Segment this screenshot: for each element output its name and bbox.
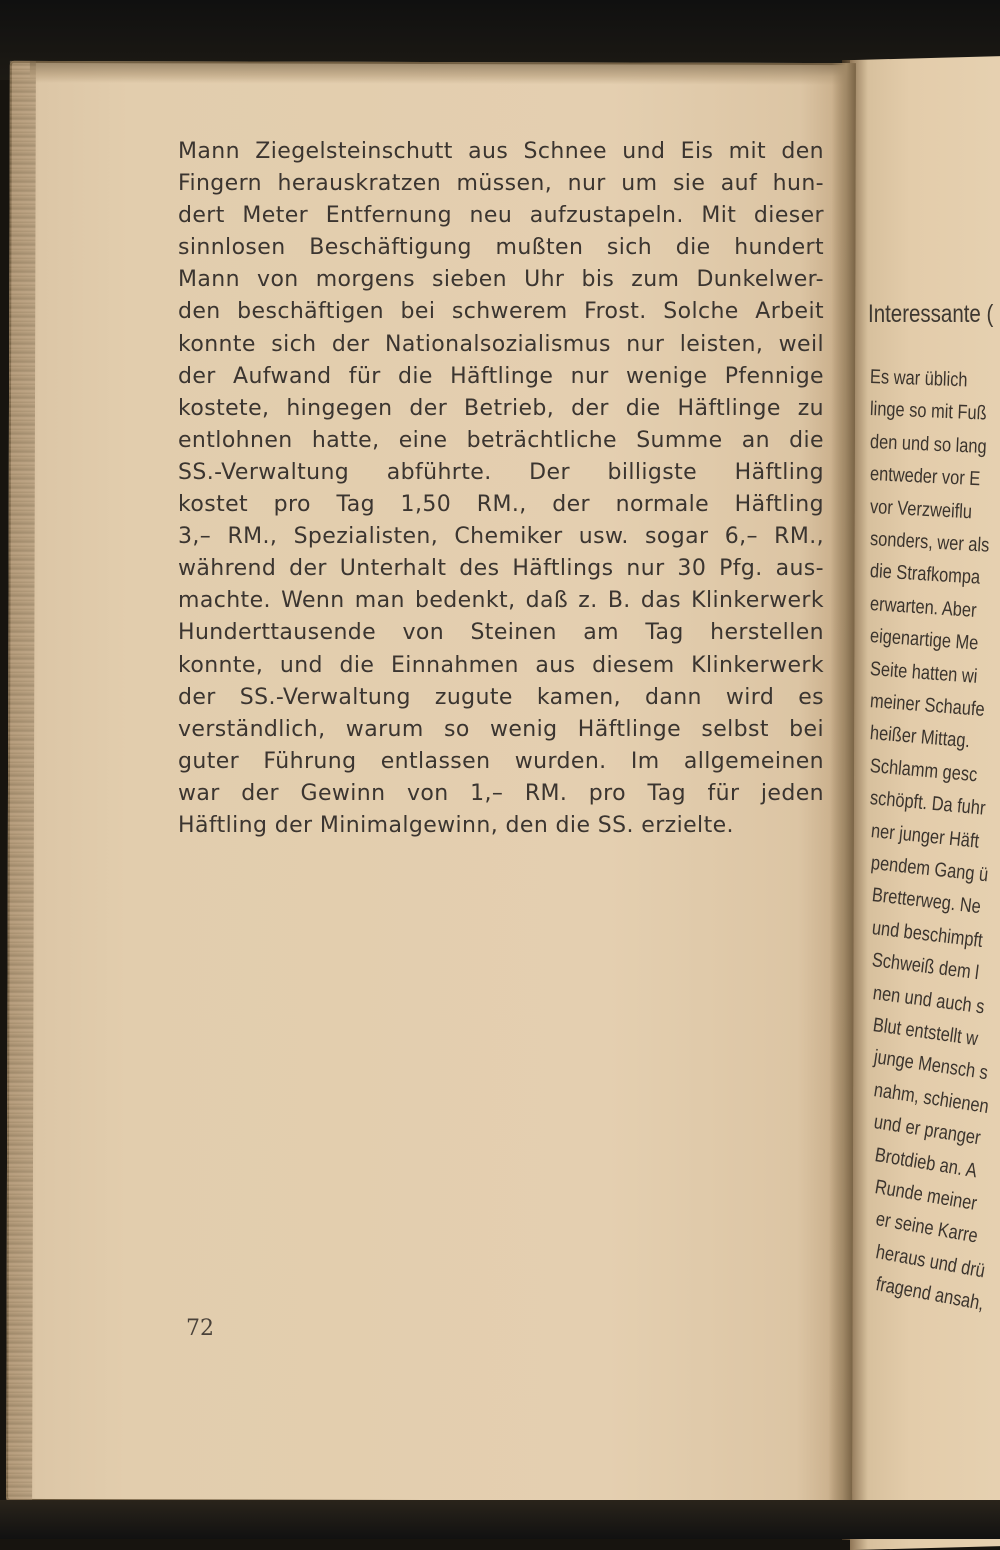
right-text-line: erwarten. Aber bbox=[869, 592, 978, 622]
right-text-line: heraus und drü bbox=[874, 1240, 987, 1283]
page-number: 72 bbox=[186, 1316, 214, 1341]
left-page-text bbox=[178, 136, 824, 842]
right-text-line: und er pranger bbox=[872, 1111, 983, 1150]
right-text-line: fragend ansah, bbox=[874, 1273, 987, 1316]
right-text-line: schöpft. Da fuhr bbox=[869, 787, 987, 820]
right-text-line: heißer Mittag. bbox=[869, 722, 971, 753]
text-line: SS.-Verwaltung abführte. Der billigste Häftling bbox=[178, 459, 824, 485]
right-text-line: pendem Gang ü bbox=[870, 852, 990, 887]
right-text-line: Blut entstellt w bbox=[871, 1014, 980, 1051]
text-line: verständlich, warum so wenig Häftlinge selbst bei bbox=[178, 716, 824, 742]
text-line: der Aufwand für die Häftlinge nur wenige Pfennige bbox=[178, 363, 824, 389]
right-text-line: und beschimpft bbox=[870, 916, 984, 952]
right-text-line: Brotdieb an. A bbox=[873, 1143, 979, 1182]
text-line: konnte, und die Einnahmen aus diesem Klinkerwerk bbox=[178, 652, 824, 678]
text-line: entlohnen hatte, eine beträchtliche Summe an die bbox=[178, 427, 824, 453]
text-line: dert Meter Entfernung neu aufzustapeln. Mit dieser bbox=[178, 203, 824, 229]
text-line: Mann von morgens sieben Uhr bis zum Dunkelwer- bbox=[178, 267, 824, 293]
right-text-line: meiner Schaufe bbox=[869, 690, 986, 721]
right-text-line: Schweiß dem l bbox=[871, 949, 981, 985]
right-text-line: nahm, schienen bbox=[872, 1078, 991, 1118]
text-line: kostet pro Tag 1,50 RM., der normale Häftling bbox=[178, 492, 824, 518]
right-page-heading: Interessante ( bbox=[868, 300, 994, 328]
text-line: Fingern herauskratzen müssen, nur um sie auf hun- bbox=[178, 171, 824, 197]
right-text-line: nen und auch s bbox=[871, 981, 986, 1019]
right-text-line: entweder vor E bbox=[869, 463, 981, 491]
right-text-line: vor Verzweiflu bbox=[869, 495, 973, 523]
text-line: der SS.-Verwaltung zugute kamen, dann wird es bbox=[178, 684, 824, 710]
text-line: machte. Wenn man bedenkt, daß z. B. das Klinkerwerk bbox=[178, 588, 824, 614]
text-line: Häftling der Minimalgewinn, den die SS. erzielte. bbox=[178, 812, 734, 838]
right-text-line: die Strafkompa bbox=[869, 560, 981, 590]
page-edge-left bbox=[6, 61, 36, 1501]
right-text-line: Bretterweg. Ne bbox=[870, 884, 982, 919]
right-text-line: Seite hatten wi bbox=[869, 657, 979, 688]
text-line: Hunderttausende von Steinen am Tag herstellen bbox=[178, 620, 824, 646]
text-line: guter Führung entlassen wurden. Im allgemeinen bbox=[178, 748, 824, 774]
right-text-line: ner junger Häft bbox=[869, 819, 980, 853]
text-line: Mann Ziegelsteinschutt aus Schnee und Eis mit den bbox=[178, 139, 824, 164]
right-text-line: den und so lang bbox=[869, 430, 988, 458]
text-line: 3,– RM., Spezialisten, Chemiker usw. sogar 6,– RM., bbox=[178, 524, 824, 550]
right-text-line: linge so mit Fuß bbox=[869, 398, 988, 425]
right-text-line: eigenartige Me bbox=[869, 625, 980, 655]
bottom-shadow bbox=[0, 1500, 1000, 1539]
text-line: den beschäftigen bei schwerem Frost. Solche Arbeit bbox=[178, 299, 824, 325]
page-edge-top bbox=[30, 61, 850, 85]
right-text-line: er seine Karre bbox=[873, 1208, 980, 1248]
page-gutter bbox=[828, 63, 856, 1503]
right-text-line: Runde meiner bbox=[873, 1176, 979, 1215]
text-line: während der Unterhalt des Häftlings nur 30 Pfg. aus- bbox=[178, 556, 824, 582]
text-line: war der Gewinn von 1,– RM. pro Tag für jeden bbox=[178, 780, 824, 806]
text-line: sinnlosen Beschäftigung mußten sich die hundert bbox=[178, 235, 824, 261]
text-line: kostete, hingegen der Betrieb, der die Häftlinge zu bbox=[178, 395, 824, 421]
right-text-line: Schlamm gesc bbox=[869, 754, 979, 787]
right-text-line: sonders, wer als bbox=[869, 528, 990, 557]
text-line: konnte sich der Nationalsozialismus nur leisten, weil bbox=[178, 331, 824, 357]
right-text-line: Es war üblich bbox=[869, 366, 968, 392]
right-text-line: junge Mensch s bbox=[872, 1046, 989, 1085]
